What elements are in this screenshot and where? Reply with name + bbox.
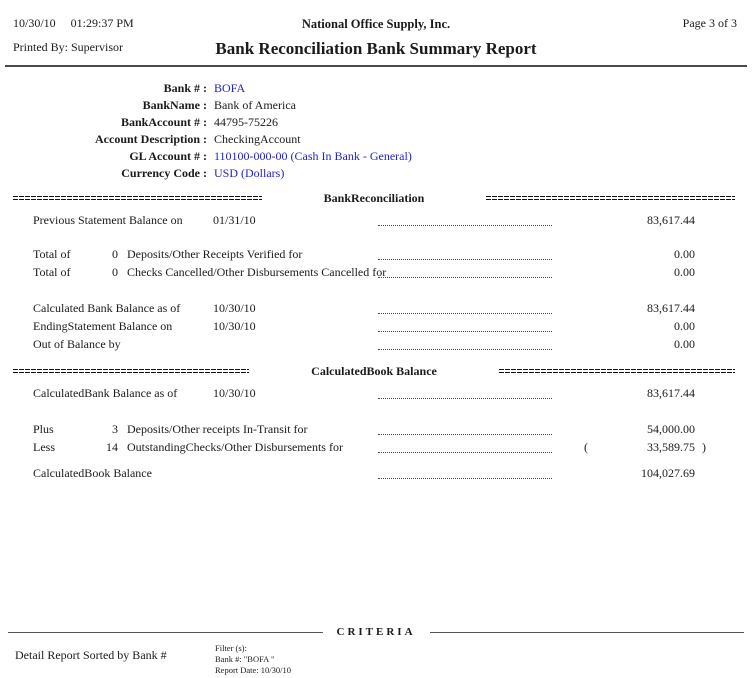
report-title: Bank Reconciliation Bank Summary Report: [215, 39, 537, 58]
filter-block: [215, 643, 291, 676]
row-label: Total of: [33, 247, 71, 261]
book-balance-section-title: CalculatedBook Balance: [311, 363, 437, 378]
filter-line-3: Report Date: 10/30/10: [215, 665, 292, 675]
row-amount: 0.00: [674, 265, 695, 279]
dotted-leader: [378, 323, 552, 332]
calculated-bank-balance-row-2: [0, 386, 752, 404]
close-paren: ): [702, 440, 706, 454]
dotted-leader: [378, 341, 552, 350]
previous-statement-row: [0, 213, 752, 231]
open-paren: (: [584, 440, 588, 454]
criteria-section-header: [8, 626, 744, 638]
bank-number-label: Bank # :: [163, 81, 207, 95]
ending-statement-row: [0, 319, 752, 337]
filter-line-2: Bank #: "BOFA ": [215, 654, 275, 664]
currency-code-label: Currency Code :: [121, 166, 207, 180]
dotted-leader: [378, 444, 552, 453]
bank-account-value: 44795-75226: [214, 115, 278, 129]
rule-right: [430, 632, 745, 633]
row-label: Calculated Bank Balance as of: [33, 301, 181, 315]
row-date: 01/31/10: [213, 213, 256, 227]
row-description: Checks Cancelled/Other Disbursements Cancelled for: [127, 265, 387, 279]
bank-info-block: [0, 80, 752, 182]
row-description: Deposits/Other receipts In-Transit for: [127, 422, 308, 436]
bank-account-label: BankAccount # :: [120, 115, 207, 129]
checks-cancelled-row: [0, 265, 752, 283]
bank-reconciliation-section-header: [13, 192, 735, 204]
dotted-leader: [378, 217, 552, 226]
filter-line-1: Filter (s):: [215, 643, 247, 653]
account-description-row: [0, 131, 752, 148]
dotted-leader: [378, 470, 552, 479]
row-count: 0: [112, 247, 118, 261]
deposits-verified-row: [0, 247, 752, 265]
bank-name-row: [0, 97, 752, 114]
row-amount: 54,000.00: [647, 422, 695, 436]
bank-number-row: [0, 80, 752, 97]
deposits-in-transit-row: [0, 422, 752, 440]
double-rule-right: [499, 369, 735, 374]
row-label: CalculatedBank Balance as of: [33, 386, 178, 400]
outstanding-checks-row: [0, 440, 752, 458]
dotted-leader: [378, 305, 552, 314]
currency-code-row: [0, 165, 752, 182]
page-number: Page 3 of 3: [682, 16, 737, 30]
company-name: National Office Supply, Inc.: [301, 17, 451, 31]
book-balance-section-header: [13, 365, 735, 377]
account-description-label: Account Description :: [95, 132, 207, 146]
row-date: 10/30/10: [213, 319, 256, 333]
row-description: OutstandingChecks/Other Disbursements for: [127, 440, 343, 454]
row-amount: 83,617.44: [647, 301, 695, 315]
out-of-balance-row: [0, 337, 752, 355]
dotted-leader: [378, 269, 552, 278]
report-header: [0, 16, 752, 59]
double-rule-left: [13, 369, 249, 374]
row-label: Less: [33, 440, 55, 454]
row-label: Plus: [33, 422, 54, 436]
row-label: EndingStatement Balance on: [33, 319, 173, 333]
header-datetime: [13, 16, 134, 31]
bank-name-value: Bank of America: [214, 98, 296, 112]
row-amount: 83,617.44: [647, 213, 695, 227]
row-count: 0: [112, 265, 118, 279]
criteria-title: CRITERIA: [336, 626, 416, 638]
bank-number-value[interactable]: BOFA: [214, 81, 246, 95]
row-count: 3: [112, 422, 118, 436]
header-rule: [5, 65, 747, 67]
rule-left: [8, 632, 323, 633]
double-rule-left: [13, 196, 262, 201]
row-count: 14: [106, 440, 118, 454]
criteria-footer: [0, 641, 752, 678]
bank-account-row: [0, 114, 752, 131]
row-amount: 104,027.69: [641, 466, 695, 480]
row-date: 10/30/10: [213, 386, 256, 400]
double-rule-right: [486, 196, 735, 201]
report-date: 10/30/10: [13, 16, 56, 30]
report-time: 01:29:37 PM: [70, 16, 134, 30]
currency-code-value[interactable]: USD (Dollars): [214, 166, 285, 180]
row-amount: 0.00: [674, 319, 695, 333]
row-amount: 33,589.75: [647, 440, 695, 454]
dotted-leader: [378, 390, 552, 399]
bank-reconciliation-section-title: BankReconciliation: [323, 190, 425, 205]
row-label: Previous Statement Balance on: [33, 213, 183, 227]
printed-by: Printed By: Supervisor: [13, 40, 123, 54]
row-label: Total of: [33, 265, 71, 279]
row-label: CalculatedBook Balance: [33, 466, 152, 480]
calculated-bank-balance-row: [0, 301, 752, 319]
row-amount: 0.00: [674, 337, 695, 351]
account-description-value: CheckingAccount: [214, 132, 301, 146]
row-date: 10/30/10: [213, 301, 256, 315]
dotted-leader: [378, 426, 552, 435]
row-amount: 83,617.44: [647, 386, 695, 400]
bank-name-label: BankName :: [142, 98, 207, 112]
calculated-book-balance-row: [0, 466, 752, 484]
row-amount: 0.00: [674, 247, 695, 261]
dotted-leader: [378, 251, 552, 260]
gl-account-row: [0, 148, 752, 165]
gl-account-value[interactable]: 110100-000-00 (Cash In Bank - General): [214, 149, 412, 163]
gl-account-label: GL Account # :: [129, 149, 207, 163]
sorted-by-text: Detail Report Sorted by Bank #: [15, 648, 167, 662]
row-label: Out of Balance by: [33, 337, 121, 351]
row-description: Deposits/Other Receipts Verified for: [127, 247, 303, 261]
